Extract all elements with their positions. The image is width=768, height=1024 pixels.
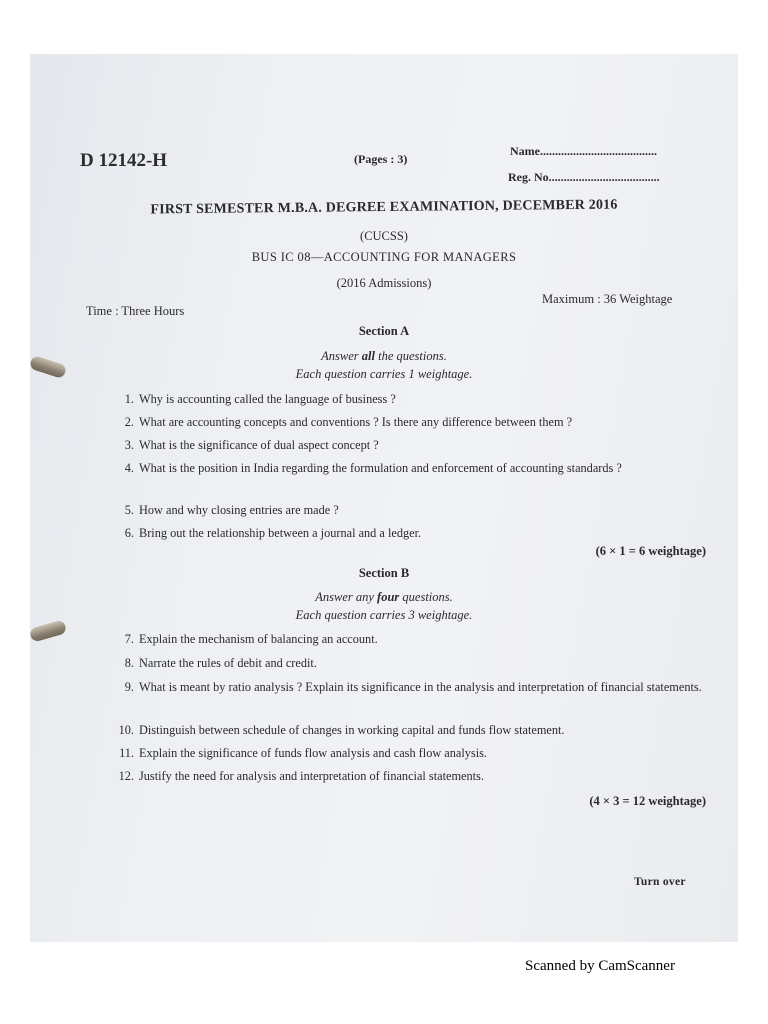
exam-time: Time : Three Hours: [86, 304, 185, 318]
section-b-weightage: (4 × 3 = 12 weightage): [589, 794, 706, 808]
turn-over-note: Turn over: [634, 876, 686, 888]
question-item: 8. Narrate the rules of debit and credit.: [124, 656, 317, 670]
section-a-instruction: Answer all the questions.: [321, 349, 447, 363]
paper-code: D 12142-H: [80, 150, 168, 171]
admissions-year: (2016 Admissions): [336, 276, 432, 290]
section-a-weightage: (6 × 1 = 6 weightage): [595, 544, 706, 558]
section-b-instruction: Answer any four questions.: [315, 590, 453, 604]
page-count: (Pages : 3): [354, 152, 408, 166]
section-b-title: Section B: [358, 566, 410, 580]
section-b-instruction-2: Each question carries 3 weightage.: [295, 608, 473, 622]
section-a-title: Section A: [358, 324, 410, 338]
question-item: 11. Explain the significance of funds flow analysis and cash flow analysis.: [119, 746, 487, 760]
question-item: 3. What is the significance of dual aspect concept ?: [124, 438, 379, 452]
subject-title: BUS IC 08—ACCOUNTING FOR MANAGERS: [251, 250, 517, 264]
name-field: Name.......................................: [510, 144, 657, 158]
question-item: 5. How and why closing entries are made ?: [124, 503, 339, 517]
question-item: 1. Why is accounting called the language of business ?: [124, 392, 396, 406]
question-item: 12. Justify the need for analysis and interpretation of financial statements.: [118, 769, 484, 783]
question-item: 10. Distinguish between schedule of changes in working capital and funds flow statement.: [118, 723, 565, 737]
question-item: 6. Bring out the relationship between a journal and a ledger.: [124, 526, 422, 540]
max-weightage: Maximum : 36 Weightage: [542, 292, 673, 306]
scanned-page: [30, 54, 738, 942]
exam-scheme: (CUCSS): [360, 229, 408, 243]
reg-no-field: Reg. No.....................................: [508, 170, 660, 184]
question-item: 4. What is the position in India regarding the formulation and enforcement of accounting standards ?: [124, 461, 622, 475]
exam-title: FIRST SEMESTER M.B.A. DEGREE EXAMINATION, DECEMBER 2016: [150, 197, 618, 218]
question-item: 9. What is meant by ratio analysis ? Explain its significance in the analysis and interpretation of financial statements.: [124, 680, 702, 694]
question-item: 2. What are accounting concepts and conventions ? Is there any difference between them ?: [124, 415, 573, 429]
scanner-watermark: Scanned by CamScanner: [525, 958, 675, 974]
section-a-instruction-2: Each question carries 1 weightage.: [295, 367, 473, 381]
question-item: 7. Explain the mechanism of balancing an account.: [124, 632, 378, 646]
